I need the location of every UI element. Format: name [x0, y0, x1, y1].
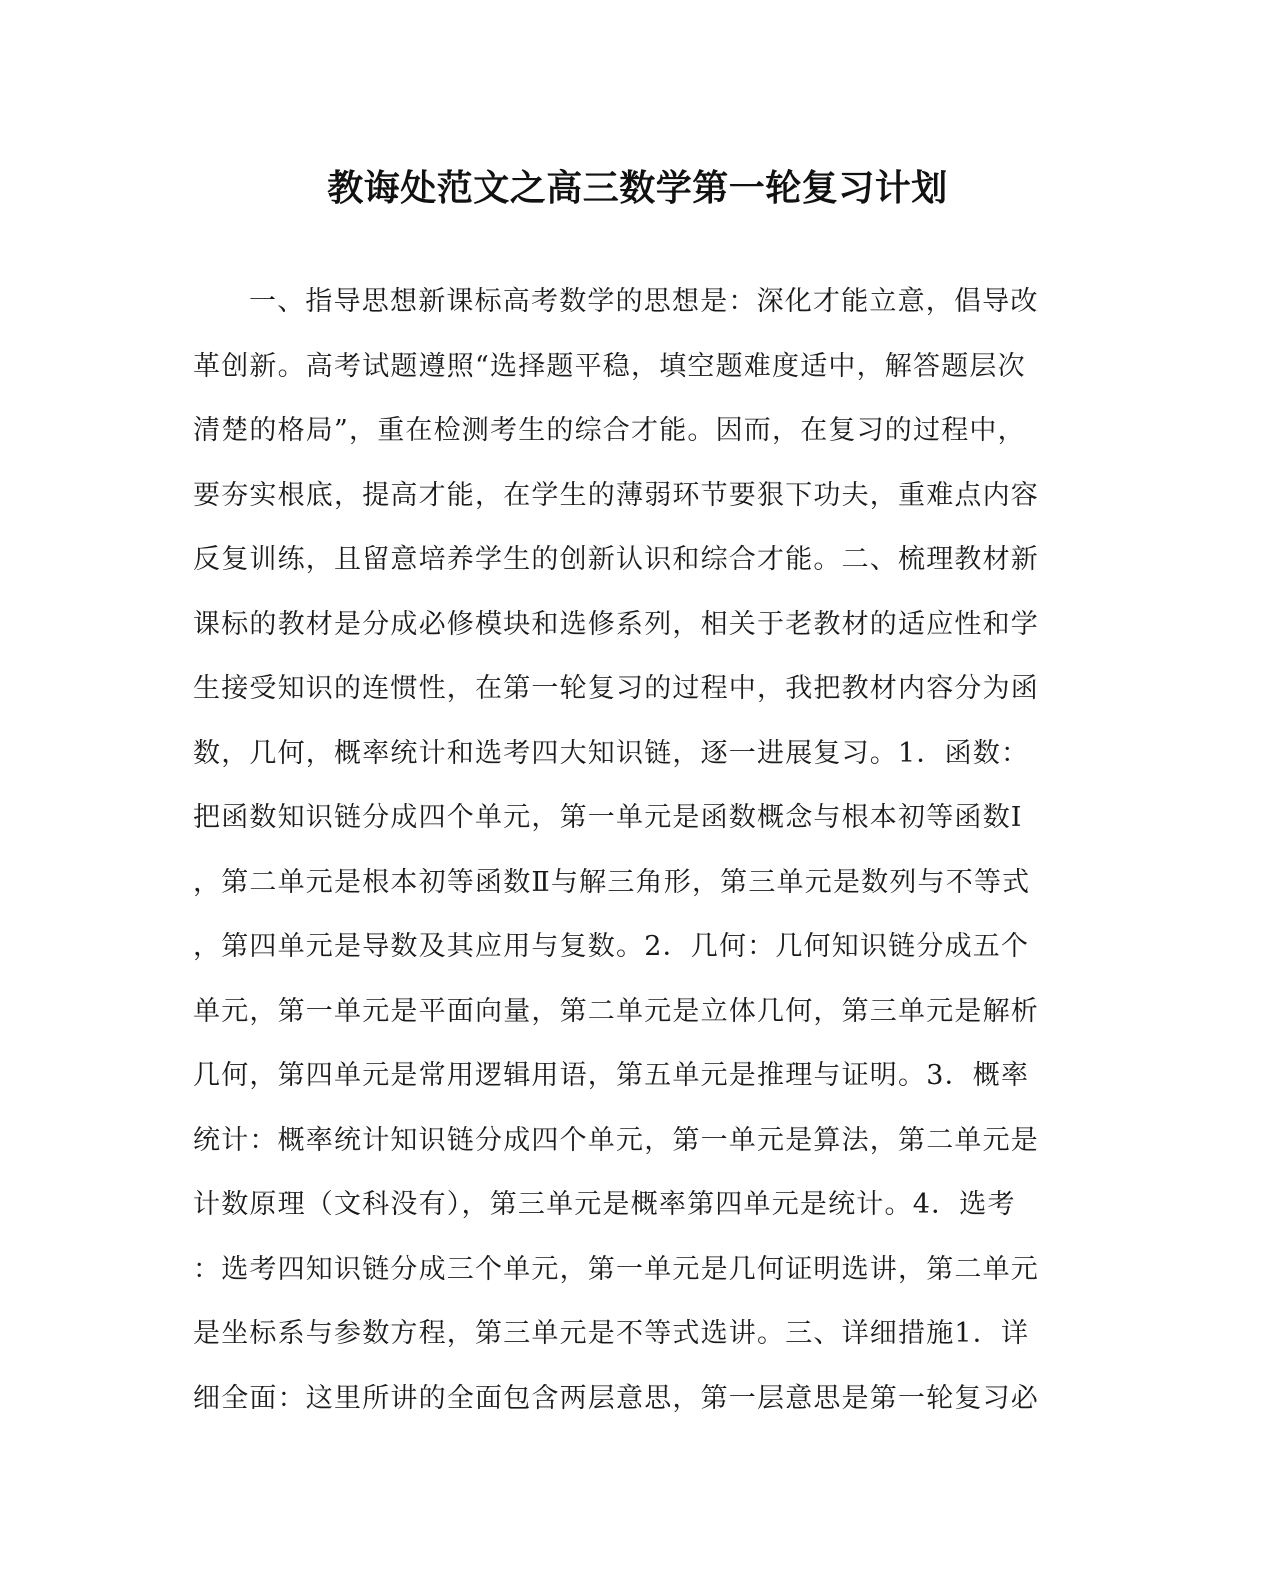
body-line: 计数原理（文科没有），第三单元是概率第四单元是统计。4．选考	[193, 1189, 1016, 1220]
body-line: 几何，第四单元是常用逻辑用语，第五单元是推理与证明。3．概率	[193, 1060, 1030, 1091]
body-line: 单元，第一单元是平面向量，第二单元是立体几何，第三单元是解析	[193, 995, 1039, 1027]
body-line: 革创新。高考试题遵照“选择题平稳，填空题难度适中，解答题层次	[193, 350, 1026, 382]
body-line: 一、指导思想新课标高考数学的思想是：深化才能立意，倡导改	[249, 286, 1039, 317]
body-line: ，第四单元是导数及其应用与复数。2．几何：几何知识链分成五个	[193, 931, 1030, 962]
body-line: 生接受知识的连惯性，在第一轮复习的过程中，我把教材内容分为函	[193, 673, 1039, 704]
body-line: 把函数知识链分成四个单元，第一单元是函数概念与根本初等函数Ⅰ	[193, 802, 1023, 833]
body-line: 细全面：这里所讲的全面包含两层意思，第一层意思是第一轮复习必	[193, 1382, 1039, 1414]
body-line: 数，几何，概率统计和选考四大知识链，逐一进展复习。1．函数：	[193, 737, 1030, 769]
body-line: ：选考四知识链分成三个单元，第一单元是几何证明选讲，第二单元	[193, 1253, 1039, 1285]
body-line: 统计：概率统计知识链分成四个单元，第一单元是算法，第二单元是	[193, 1124, 1039, 1156]
body-line: 课标的教材是分成必修模块和选修系列，相关于老教材的适应性和学	[193, 608, 1039, 640]
document-body	[193, 270, 1073, 1431]
body-line: 清楚的格局”，重在检测考生的综合才能。因而，在复习的过程中，	[193, 415, 1026, 446]
body-line: 要夯实根底，提高才能，在学生的薄弱环节要狠下功夫，重难点内容	[193, 479, 1039, 511]
body-line: 是坐标系与参数方程，第三单元是不等式选讲。三、详细措施1．详	[193, 1318, 1030, 1349]
body-line: 反复训练，且留意培养学生的创新认识和综合才能。二、梳理教材新	[193, 544, 1039, 575]
document-title: 教诲处范文之高三数学第一轮复习计划	[327, 167, 948, 209]
body-line: ，第二单元是根本初等函数Ⅱ与解三角形，第三单元是数列与不等式	[193, 866, 1031, 898]
